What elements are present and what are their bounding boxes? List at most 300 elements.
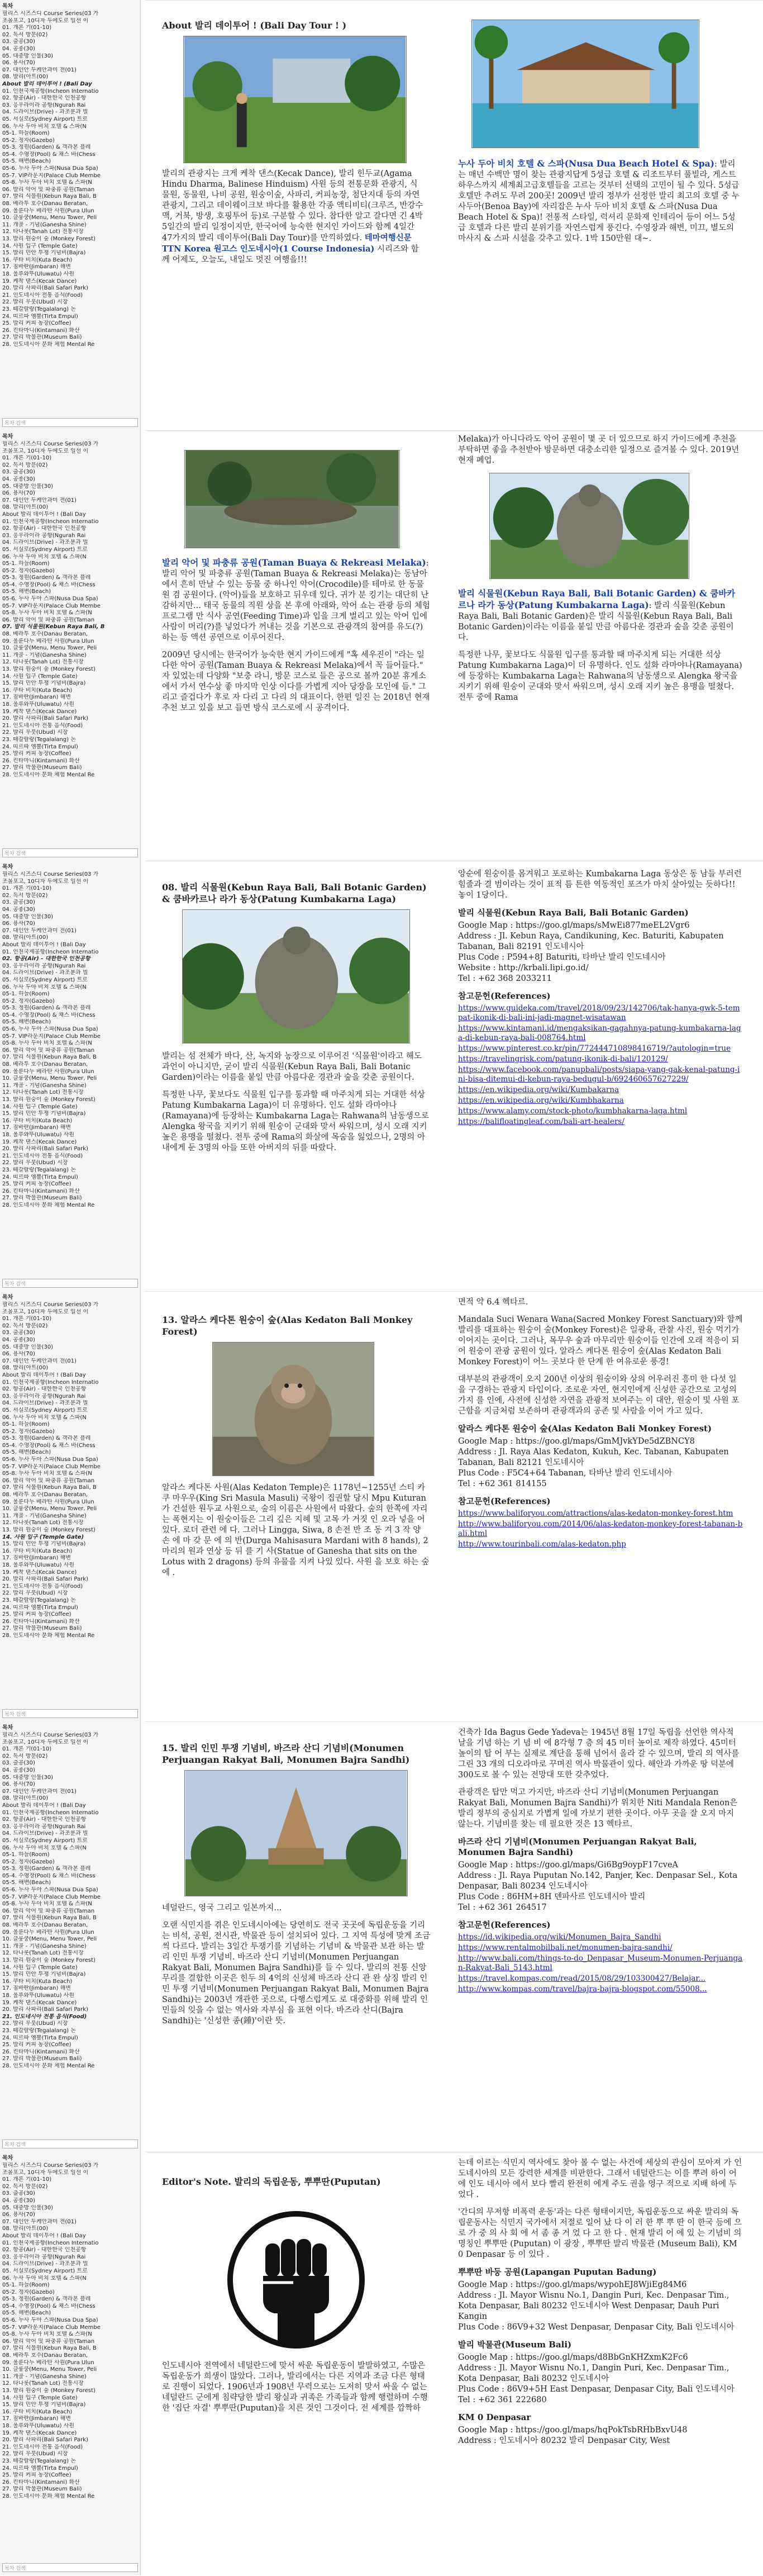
sidebar-toc-item[interactable]: 05-1. 하늘(Room) [2,561,50,567]
sidebar-toc-item[interactable]: 07. 발리 식물원(Kebun Raya Bali, B [2,2345,97,2352]
sidebar-toc-item[interactable]: 24. 띠르따 엠뿔(Tirta Empul) [2,313,78,320]
sidebar-toc-item[interactable]: 08. 발리(아트(00) [2,74,49,80]
sidebar-toc-item[interactable]: 조몰포고, 10디자 두에도로 일선 이 [2,2169,89,2176]
sidebar-toc-item[interactable]: 05-8. 누사 두아 비치 호텔 & 스파(N [2,179,92,186]
sidebar-toc-item[interactable]: 03. 출공(30) [2,1330,35,1336]
sidebar-toc-item[interactable]: 05-4. 수영장(Pool) & 채스 바(Chess [2,2303,96,2309]
sidebar-toc-item[interactable]: 05-7. VIP라운지(Palace Club Membe [2,603,101,609]
sidebar-toc-item[interactable]: 05. 서실로(Sydney Airport) 트로 [2,1407,88,1413]
sidebar-search-input[interactable]: 목차 검색 [2,848,138,857]
sidebar-toc-item[interactable]: 필리스 시즈스디 Course Series(03 가 [2,11,99,17]
sidebar-toc-item[interactable]: 14. 사원 입구 (Temple Gate) [2,243,78,249]
sidebar-toc-item[interactable]: 08. 베라투 호수(Danau Beratan, [2,2352,88,2359]
sidebar-toc-item[interactable]: 03. 응우라이라 공항(Ngurah Rai [2,1823,86,1830]
sidebar-toc-item[interactable]: 15. 발리 민안 투쟁 기념비(Bajra) [2,1541,86,1548]
sidebar-toc-item[interactable]: 01. 인천국제공항(Incheon Internatio [2,948,99,955]
sidebar-toc-item[interactable]: 11. 개골 - 기념(Ganesha Shine) [2,221,87,228]
sidebar-toc-item[interactable]: 05-3. 정원(Garden) & 객라본 플레 [2,1005,91,1012]
sidebar-toc-item[interactable]: 04. 드라이브(Drive) - 과조분과 빌 [2,109,88,116]
sidebar-toc-item[interactable]: 25. 발리 커피 농장(Coffee) [2,751,71,757]
sidebar-toc-item[interactable]: 05. 서실로(Sydney Airport) 트로 [2,546,88,553]
sidebar-toc-item[interactable]: 11. 개골 - 기념(Ganesha Shine) [2,1512,87,1519]
sidebar-toc-item[interactable]: 05. 서실로(Sydney Airport) 트로 [2,116,88,122]
sidebar-toc-item[interactable]: 13. 발리 원숭이 숲 (Monkey Forest) [2,1957,96,1963]
sidebar-toc-item[interactable]: 13. 발리 원숭이 숲 (Monkey Forest) [2,1097,96,1103]
reference-link[interactable]: https://www.guideka.com/travel/2018/09/23/142706/tak-hanya-gwk-5-tempat-ikonik-di-bali-ini-jadi-magnet-wisatawan [458,1004,740,1022]
sidebar-toc-item[interactable]: 22. 발리 우붓(Ubud) 시장 [2,2020,68,2027]
sidebar-toc-item[interactable]: 24. 띠르따 엠뿔(Tirta Empul) [2,2034,78,2041]
sidebar-toc-item[interactable]: 22. 발리 우붓(Ubud) 시장 [2,2451,68,2458]
sidebar-toc-item[interactable]: 06. 발리 악어 및 파충류 공원(Taman [2,2338,95,2345]
sidebar-toc-item[interactable]: 05-8. 누사 두아 비치 호텔 & 스파(N [2,2331,92,2338]
sidebar-toc-item[interactable]: 05-5. 해변(Beach) [2,1880,51,1886]
sidebar-toc-item[interactable]: 05. 대중방 인물(30) [2,1344,54,1350]
sidebar-toc-item[interactable]: 17. 짐바란(Jimbaran) 해변 [2,1985,71,1992]
sidebar-toc-item[interactable]: 19. 케착 댄스(Kecak Dance) [2,708,77,715]
sidebar-toc-item[interactable]: 16. 쿠타 비치(Kuta Beach) [2,687,73,694]
sidebar-toc-item[interactable]: 05-4. 수영장(Pool) & 채스 바(Chess [2,1442,96,1449]
sidebar-toc-item[interactable]: 19. 케착 댄스(Kecak Dance) [2,1569,77,1576]
sidebar-toc-item[interactable]: 01. 인천국제공항(Incheon Internatio [2,88,99,94]
sidebar-toc-item[interactable]: 22. 발리 우붓(Ubud) 시장 [2,1160,68,1166]
sidebar-toc-item[interactable]: 04. 공종(30) [2,45,35,52]
sidebar-toc-item[interactable]: 07. 대인안 두케안과미 전(01) [2,497,77,504]
sidebar-toc-item[interactable]: 24. 띠르따 엠뿔(Tirta Empul) [2,1604,78,1611]
sidebar-toc-item[interactable]: 16. 쿠타 비치(Kuta Beach) [2,2408,73,2415]
sidebar-toc-item[interactable]: 11. 개골 - 기념(Ganesha Shine) [2,652,87,658]
sidebar-toc-item[interactable]: 27. 발리 박물관(Museum Bali) [2,334,82,341]
sidebar-toc-item[interactable]: 04. 드라이브(Drive) - 과조분과 빌 [2,539,88,546]
sidebar-toc-item[interactable]: 06. 발리 악어 및 파충류 공원(Taman [2,1477,95,1484]
sidebar-toc-item[interactable]: 05-3. 정원(Garden) & 객라본 플레 [2,2296,91,2303]
reference-link[interactable]: https://www.facebook.com/panupbali/posts/siapa-yang-gak-kenal-patung-ini-bisa-ditemui-di-kebun-raya-bedugul-b/692460657627229/ [458,1065,740,1084]
sidebar-toc-item[interactable]: 05. 대중방 인물(30) [2,53,54,59]
sidebar-toc-item[interactable]: 15. 발리 민안 투쟁 기념비(Bajra) [2,2402,86,2408]
sidebar-toc-item[interactable]: 04. 드라이브(Drive) - 과조분과 빌 [2,2261,88,2267]
sidebar-toc-item[interactable]: 05-1. 하늘(Room) [2,2282,50,2289]
sidebar-toc-item[interactable]: 24. 띠르따 엠뿔(Tirta Empul) [2,2465,78,2471]
sidebar-toc-item[interactable]: 04. 공종(30) [2,476,35,482]
sidebar-toc-item[interactable]: 05-1. 하늘(Room) [2,130,50,137]
sidebar-toc-item[interactable]: 25. 발리 커피 농장(Coffee) [2,1181,71,1188]
sidebar-toc-item[interactable]: 12. 타나롯(Tanah Lot) 전통시장 [2,2380,84,2387]
sidebar-toc-item[interactable]: 08. 발리(아트(00) [2,504,49,511]
sidebar-toc-item[interactable]: 01. 개론 기(01-10) [2,2176,52,2183]
reference-link[interactable]: http://www.tourinbali.com/alas-kedaton.php [458,1540,626,1549]
sidebar-toc-item[interactable]: 05-8. 누사 두아 비치 호텔 & 스파(N [2,1901,92,1908]
reference-link[interactable]: https://www.pinterest.co.kr/pin/772444710898416719/?autologin=true [458,1044,731,1053]
sidebar-toc-item[interactable]: 20. 발리 사파리(Bali Safari Park) [2,2006,88,2013]
sidebar-toc-item[interactable]: 04. 드라이브(Drive) - 과조분과 빌 [2,1400,88,1407]
sidebar-toc-item[interactable]: 06. 누사 두아 비치 호텔 & 스파(N [2,984,87,990]
sidebar-toc-item[interactable]: 05-7. VIP라운지(Palace Club Membe [2,172,101,179]
sidebar-toc-item[interactable]: 05. 대중방 인물(30) [2,1774,54,1781]
sidebar-toc-item[interactable]: 08. 베라투 호수(Danau Beratan, [2,1492,88,1498]
sidebar-search-input[interactable]: 목차 검색 [2,2563,138,2572]
sidebar-toc-item[interactable]: 28. 인도네시아 문화 체험 Mental Re [2,1632,95,1639]
sidebar-toc-item[interactable]: 16. 쿠타 비치(Kuta Beach) [2,1978,73,1985]
sidebar-toc-item[interactable]: 04. 공종(30) [2,906,35,913]
sidebar-toc-item[interactable]: 10. 클룽쿵(Menu, Menu Tower, Peli [2,1506,97,1512]
sidebar-toc-item[interactable]: 23. 떼갈랄랑(Tegalalang) 논 [2,2027,76,2034]
sidebar-toc-item[interactable]: 03. 응우라이라 공항(Ngurah Rai [2,102,86,108]
reference-link[interactable]: https://travel.kompas.com/read/2015/08/29/103300427/Belajar... [458,1974,706,1983]
sidebar-toc-item[interactable]: 08. 발리(아트(00) [2,1365,49,1372]
sidebar-toc-item[interactable]: 14. 사원 입구 (Temple Gate) [2,2394,78,2401]
sidebar-toc-item[interactable]: 14. 사원 입구 (Temple Gate) [2,1964,78,1971]
sidebar-toc-item[interactable]: 27. 발리 박물관(Museum Bali) [2,1195,82,1202]
sidebar-toc-item[interactable]: 02. 독서 방문(02) [2,31,48,38]
sidebar-toc-item[interactable]: 05-1. 하늘(Room) [2,1421,50,1428]
sidebar-toc-item[interactable]: 05-6. 누사 두아 스파(Nusa Dua Spa) [2,596,98,603]
sidebar-toc-item[interactable]: About 발리 데이투어 ! (Bali Day [2,941,86,948]
sidebar-toc-item[interactable]: 10. 클룽쿵(Menu, Menu Tower, Peli [2,2366,97,2373]
sidebar-toc-item[interactable]: 03. 응우라이라 공항(Ngurah Rai [2,2254,86,2260]
sidebar-toc-item[interactable]: About 발리 데이투어 ! (Bali Day [2,511,86,518]
sidebar-toc-item[interactable]: 05. 대중방 인물(30) [2,483,54,490]
sidebar-toc-item[interactable]: About 발리 데이투어 ! (Bali Day [2,80,92,87]
sidebar-toc-item[interactable]: 05-6. 누사 두아 스파(Nusa Dua Spa) [2,165,98,172]
sidebar-search-input[interactable]: 목차 검색 [2,1279,138,1288]
sidebar-toc-item[interactable]: 27. 발리 박물관(Museum Bali) [2,765,82,771]
sidebar-toc-item[interactable]: 24. 띠르따 엠뿔(Tirta Empul) [2,743,78,750]
sidebar-toc-item[interactable]: 26. 킨타마니(Kintamani) 화산 [2,757,80,764]
sidebar-toc-item[interactable]: 28. 인도네시아 문화 체험 Mental Re [2,2493,95,2499]
sidebar-toc-item[interactable]: 02. 독서 방문(02) [2,1322,48,1329]
sidebar-toc-item[interactable]: 05-3. 정원(Garden) & 객라본 플레 [2,1435,91,1442]
sidebar-toc-item[interactable]: 27. 발리 박물관(Museum Bali) [2,1625,82,1632]
sidebar-toc-item[interactable]: 05-4. 수영장(Pool) & 채스 바(Chess [2,151,96,158]
sidebar-toc-item[interactable]: 13. 발리 원숭이 숲 (Monkey Forest) [2,2388,96,2394]
reference-link[interactable]: https://id.wikipedia.org/wiki/Monumen_Bajra_Sandhi [458,1933,661,1942]
sidebar-toc-item[interactable]: 21. 인도네시아 전통 음식(Food) [2,722,83,729]
sidebar-toc-item[interactable]: 26. 킨타마니(Kintamani) 화산 [2,327,80,334]
reference-link[interactable]: https://travelingrisk.com/patung-ikonik-di-bali/120129/ [458,1055,668,1064]
sidebar-toc-item[interactable]: 06. 발리 악어 및 파충류 공원(Taman [2,186,95,193]
sidebar-toc-item[interactable]: 09. 울룬다누 베라탄 사원(Pura Ulun [2,1068,94,1075]
sidebar-toc-item[interactable]: 05-6. 누사 두아 스파(Nusa Dua Spa) [2,1026,98,1033]
sidebar-toc-item[interactable]: 16. 쿠타 비치(Kuta Beach) [2,1117,73,1124]
sidebar-toc-item[interactable]: 18. 울루와뚜(Uluwatu) 사원 [2,271,75,277]
sidebar-toc-item[interactable]: 14. 사원 입구 (Temple Gate) [2,1534,84,1540]
sidebar-toc-item[interactable]: 20. 발리 사파리(Bali Safari Park) [2,1146,88,1152]
reference-link[interactable]: https://en.wikipedia.org/wiki/Kumbakarna [458,1085,619,1094]
sidebar-toc-item[interactable]: 05-6. 누사 두아 스파(Nusa Dua Spa) [2,1887,98,1894]
sidebar-toc-item[interactable]: 20. 발리 사파리(Bali Safari Park) [2,285,88,292]
sidebar-toc-item[interactable]: 05-7. VIP라운지(Palace Club Membe [2,1894,101,1900]
sidebar-toc-item[interactable]: 02. 독서 방문(02) [2,1753,48,1759]
sidebar-toc-item[interactable]: 13. 발리 원숭이 숲 (Monkey Forest) [2,1527,96,1533]
sidebar-toc-item[interactable]: 23. 떼갈랄랑(Tegalalang) 논 [2,1597,76,1604]
sidebar-toc-item[interactable]: 28. 인도네시아 문화 체험 Mental Re [2,2062,95,2069]
reference-link[interactable]: https://www.baliforyou.com/attractions/alas-kedaton-monkey-forest.htm [458,1509,733,1518]
sidebar-toc-item[interactable]: 01. 개론 기(01-10) [2,25,52,31]
sidebar-toc-item[interactable]: 04. 드라이브(Drive) - 과조분과 빌 [2,970,88,976]
sidebar-toc-item[interactable]: 18. 울루와뚜(Uluwatu) 사원 [2,701,75,708]
sidebar-toc-item[interactable]: 02. 독서 방문(02) [2,462,48,468]
sidebar-toc-item[interactable]: 14. 사원 입구 (Temple Gate) [2,1103,78,1110]
sidebar-toc-item[interactable]: 08. 베라투 호수(Danau Beratan, [2,1061,88,1068]
sidebar-toc-item[interactable]: 23. 떼갈랄랑(Tegalalang) 논 [2,1166,76,1173]
sidebar-toc-item[interactable]: 05-3. 정원(Garden) & 객라본 플레 [2,144,91,151]
sidebar-toc-item[interactable]: 18. 울루와뚜(Uluwatu) 사원 [2,2422,75,2429]
sidebar-toc-item[interactable]: 02. 항공(Air) - 대한한국 인천공항 [2,956,90,962]
sidebar-toc-item[interactable]: 필리스 시즈스디 Course Series(03 가 [2,2162,99,2169]
sidebar-toc-item[interactable]: 02. 항공(Air) - 대한한국 인천공항 [2,525,87,532]
sidebar-toc-item[interactable]: 05-2. 정자(Gazebo) [2,137,55,144]
sidebar-toc-item[interactable]: 05. 서실로(Sydney Airport) 트로 [2,1837,88,1844]
sidebar-toc-item[interactable]: 05-4. 수영장(Pool) & 채스 바(Chess [2,1872,96,1879]
sidebar-toc-item[interactable]: 11. 개골 - 기념(Ganesha Shine) [2,1943,87,1949]
sidebar-toc-item[interactable]: 10. 클룽쿵(Menu, Menu Tower, Peli [2,1075,97,1082]
sidebar-toc-item[interactable]: 02. 항공(Air) - 대한한국 인천공항 [2,1386,87,1393]
sidebar-toc-item[interactable]: 23. 떼갈랄랑(Tegalalang) 논 [2,306,76,312]
sidebar-toc-item[interactable]: 05-7. VIP라운지(Palace Club Membe [2,2324,101,2331]
sidebar-toc-item[interactable]: 01. 개론 기(01-10) [2,885,52,892]
sidebar-toc-item[interactable]: 16. 쿠타 비치(Kuta Beach) [2,257,73,263]
reference-link[interactable]: https://balifloatingleaf.com/bali-art-healers/ [458,1117,624,1126]
sidebar-toc-item[interactable]: 03. 출공(30) [2,1760,35,1767]
sidebar-toc-item[interactable]: 07. 대인안 두케안과미 전(01) [2,67,77,73]
sidebar-search-input[interactable]: 목차 검색 [2,2139,138,2148]
sidebar-toc-item[interactable]: 03. 응우라이라 공항(Ngurah Rai [2,1393,86,1400]
sidebar-toc-item[interactable]: 21. 인도네시아 전통 음식(Food) [2,2444,83,2450]
sidebar-toc-item[interactable]: 05-8. 누사 두아 비치 호텔 & 스파(N [2,610,92,616]
sidebar-toc-item[interactable]: 27. 발리 박물관(Museum Bali) [2,2056,82,2062]
sidebar-toc-item[interactable]: 14. 사원 입구 (Temple Gate) [2,673,78,680]
sidebar-toc-item[interactable]: 07. 발리 식물원(Kebun Raya Bali, B [2,1054,97,1061]
sidebar-toc-item[interactable]: 06. 발리 악어 및 파충류 공원(Taman [2,616,95,623]
sidebar-toc-item[interactable]: 05-1. 하늘(Room) [2,1852,50,1858]
sidebar-toc-item[interactable]: 21. 인도네시아 전통 음식(Food) [2,292,83,298]
sidebar-toc-item[interactable]: 25. 발리 커피 농장(Coffee) [2,2042,71,2048]
sidebar-toc-item[interactable]: 05-5. 해변(Beach) [2,158,51,165]
sidebar-toc-item[interactable]: 01. 개론 기(01-10) [2,1316,52,1322]
sidebar-toc-item[interactable]: 15. 발리 민안 투쟁 기념비(Bajra) [2,1971,86,1978]
sidebar-toc-item[interactable]: About 발리 데이투어 ! (Bali Day [2,2232,86,2239]
sidebar-toc-item[interactable]: 26. 킨타마니(Kintamani) 화산 [2,1188,80,1194]
sidebar-toc-item[interactable]: 05-2. 정자(Gazebo) [2,567,55,574]
sidebar-toc-item[interactable]: 22. 발리 우붓(Ubud) 시장 [2,299,68,306]
sidebar-toc-item[interactable]: 26. 킨타마니(Kintamani) 화산 [2,2048,80,2055]
sidebar-toc-item[interactable]: 28. 인도네시아 문화 체험 Mental Re [2,341,95,348]
sidebar-toc-item[interactable]: 07. 발리 식물원(Kebun Raya Bali, B [2,193,97,200]
sidebar-toc-item[interactable]: 03. 응우라이라 공항(Ngurah Rai [2,962,86,969]
sidebar-toc-item[interactable]: 06. 용사(70) [2,490,35,497]
sidebar-toc-item[interactable]: 07. 대인안 두케안과미 전(01) [2,2218,77,2225]
sidebar-toc-item[interactable]: 05-5. 해변(Beach) [2,2310,51,2317]
sidebar-toc-item[interactable]: 06. 용사(70) [2,1781,35,1788]
sidebar-toc-item[interactable]: 19. 케착 댄스(Kecak Dance) [2,2430,77,2436]
reference-link[interactable]: http://www.bali.com/things-to-do_Denpasar_Museum-Monumen-Perjuangan-Rakyat-Bali_5143.html [458,1954,743,1972]
sidebar-toc-item[interactable]: 필리스 시즈스디 Course Series(03 가 [2,1302,99,1308]
sidebar-toc-item[interactable]: 05-7. VIP라운지(Palace Club Membe [2,1463,101,1470]
sidebar-toc-item[interactable]: 02. 항공(Air) - 대한한국 인천공항 [2,1816,87,1823]
sidebar-toc-item[interactable]: 05-2. 정자(Gazebo) [2,2289,55,2295]
sidebar-toc-item[interactable]: 05. 서실로(Sydney Airport) 트로 [2,2267,88,2274]
sidebar-toc-item[interactable]: 03. 응우라이라 공항(Ngurah Rai [2,532,86,539]
sidebar-toc-item[interactable]: 19. 케착 댄스(Kecak Dance) [2,1138,77,1145]
sidebar-toc-item[interactable]: 12. 타나롯(Tanah Lot) 전통시장 [2,1950,84,1957]
sidebar-toc-item[interactable]: 12. 타나롯(Tanah Lot) 전통시장 [2,1089,84,1096]
sidebar-toc-item[interactable]: 03. 출공(30) [2,39,35,45]
sidebar-toc-item[interactable]: 05-4. 수영장(Pool) & 채스 바(Chess [2,581,96,588]
sidebar-toc-item[interactable]: 11. 개골 - 기념(Ganesha Shine) [2,1082,87,1089]
sidebar-toc-item[interactable]: 08. 베라투 호수(Danau Beratan, [2,1922,88,1929]
sidebar-toc-item[interactable]: 23. 떼갈랄랑(Tegalalang) 논 [2,736,76,743]
sidebar-toc-item[interactable]: 05-6. 누사 두아 스파(Nusa Dua Spa) [2,2317,98,2324]
sidebar-toc-item[interactable]: About 발리 데이투어 ! (Bali Day [2,1372,86,1378]
sidebar-toc-item[interactable]: 07. 발리 식물원(Kebun Raya Bali, B [2,624,105,630]
sidebar-toc-item[interactable]: 01. 인천국제공항(Incheon Internatio [2,1809,99,1816]
sidebar-toc-item[interactable]: 21. 인도네시아 전통 음식(Food) [2,2013,87,2020]
sidebar-toc-item[interactable]: 09. 울룬다누 베라탄 사원(Pura Ulun [2,1498,94,1505]
sidebar-toc-item[interactable]: 22. 발리 우붓(Ubud) 시장 [2,729,68,736]
sidebar-toc-item[interactable]: 08. 베라투 호수(Danau Beratan, [2,201,88,207]
sidebar-toc-item[interactable]: 05-2. 정자(Gazebo) [2,1428,55,1435]
sidebar-toc-item[interactable]: 06. 용사(70) [2,60,35,67]
reference-link[interactable]: https://www.kintamani.id/mengaksikan-gagahnya-patung-kumbakarna-laga-di-kebun-raya-bali-008764.html [458,1024,741,1042]
sidebar-toc-item[interactable]: About 발리 데이투어 ! (Bali Day [2,1802,86,1809]
sidebar-toc-item[interactable]: 20. 발리 사파리(Bali Safari Park) [2,1576,88,1583]
sidebar-toc-item[interactable]: 02. 항공(Air) - 대한한국 인천공항 [2,95,87,102]
sidebar-toc-item[interactable]: 26. 킨타마니(Kintamani) 화산 [2,1618,80,1625]
sidebar-toc-item[interactable]: 25. 발리 커피 농장(Coffee) [2,320,71,327]
sidebar-search-input[interactable]: 목차 검색 [2,1709,138,1718]
sidebar-toc-item[interactable]: 10. 클룽쿵(Menu, Menu Tower, Peli [2,1936,97,1943]
sidebar-toc-item[interactable]: 01. 인천국제공항(Incheon Internatio [2,518,99,525]
sidebar-toc-item[interactable]: 06. 누사 두아 비치 호텔 & 스파(N [2,2275,87,2281]
sidebar-toc-item[interactable]: 21. 인도네시아 전통 음식(Food) [2,1583,83,1590]
sidebar-toc-item[interactable]: 05-3. 정원(Garden) & 객라본 플레 [2,575,91,581]
reference-link[interactable]: http://www.kompas.com/travel/bajra-bajra-blogspot.com/55008... [458,1985,707,1994]
sidebar-toc-item[interactable]: 06. 발리 악어 및 파충류 공원(Taman [2,1047,95,1054]
sidebar-toc-item[interactable]: 18. 울루와뚜(Uluwatu) 사원 [2,1131,75,1138]
sidebar-toc-item[interactable]: 05. 서실로(Sydney Airport) 트로 [2,976,88,983]
sidebar-toc-item[interactable]: 13. 발리 원숭이 숲 (Monkey Forest) [2,666,96,672]
sidebar-toc-item[interactable]: 19. 케착 댄스(Kecak Dance) [2,1999,77,2006]
sidebar-toc-item[interactable]: 13. 발리 원숭이 숲 (Monkey Forest) [2,236,96,242]
sidebar-toc-item[interactable]: 28. 인도네시아 문화 체험 Mental Re [2,1202,95,1208]
sidebar-toc-item[interactable]: 04. 공종(30) [2,2197,35,2204]
sidebar-toc-item[interactable]: 15. 발리 민안 투쟁 기념비(Bajra) [2,1111,86,1117]
sidebar-toc-item[interactable]: 05-8. 누사 두아 비치 호텔 & 스파(N [2,1470,92,1477]
sidebar-toc-item[interactable]: 25. 발리 커피 농장(Coffee) [2,1611,71,1618]
sidebar-toc-item[interactable]: 26. 킨타마니(Kintamani) 화산 [2,2479,80,2485]
sidebar-toc-item[interactable]: 17. 짐바란(Jimbaran) 해변 [2,264,71,271]
sidebar-toc-item[interactable]: 05-1. 하늘(Room) [2,991,50,998]
reference-link[interactable]: http://www.baliforyou.com/2014/06/alas-kedaton-monkey-forest-tabanan-bali.html [458,1520,743,1538]
sidebar-toc-item[interactable]: 09. 울룬다누 베라탄 사원(Pura Ulun [2,2359,94,2366]
sidebar-toc-item[interactable]: 07. 대인안 두케안과미 전(01) [2,1788,77,1795]
sidebar-toc-item[interactable]: 24. 띠르따 엠뿔(Tirta Empul) [2,1174,78,1180]
sidebar-toc-item[interactable]: 05-2. 정자(Gazebo) [2,998,55,1004]
sidebar-toc-item[interactable]: 06. 용사(70) [2,921,35,927]
sidebar-toc-item[interactable]: 조몰포고, 10디자 두에도로 일선 이 [2,1308,89,1315]
sidebar-toc-item[interactable]: 필리스 시즈스디 Course Series(03 가 [2,441,99,447]
sidebar-toc-item[interactable]: 03. 출공(30) [2,2190,35,2197]
sidebar-toc-item[interactable]: 05-4. 수영장(Pool) & 채스 바(Chess [2,1012,96,1018]
sidebar-toc-item[interactable]: 17. 짐바란(Jimbaran) 해변 [2,1555,71,1562]
sidebar-toc-item[interactable]: 15. 발리 민안 투쟁 기념비(Bajra) [2,250,86,257]
sidebar-toc-item[interactable]: 05-5. 해변(Beach) [2,1019,51,1026]
sidebar-toc-item[interactable]: 03. 출공(30) [2,899,35,906]
sidebar-toc-item[interactable]: 05-2. 정자(Gazebo) [2,1858,55,1865]
sidebar-toc-item[interactable]: 04. 드라이브(Drive) - 과조분과 빌 [2,1830,88,1837]
sidebar-toc-item[interactable]: 16. 쿠타 비치(Kuta Beach) [2,1548,73,1554]
sidebar-toc-item[interactable]: 08. 발리(아트(00) [2,2226,49,2232]
sidebar-toc-item[interactable]: 02. 항공(Air) - 대한한국 인천공항 [2,2247,87,2254]
reference-link[interactable]: https://en.wikipedia.org/wiki/Kumbhakarna [458,1096,624,1105]
sidebar-toc-item[interactable]: 27. 발리 박물관(Museum Bali) [2,2486,82,2493]
sidebar-toc-item[interactable]: 05-8. 누사 두아 비치 호텔 & 스파(N [2,1040,92,1047]
sidebar-toc-item[interactable]: 08. 베라투 호수(Danau Beratan, [2,631,88,638]
sidebar-toc-item[interactable]: 10. 클룽쿵(Menu, Menu Tower, Peli [2,215,97,221]
sidebar-toc-item[interactable]: 08. 발리(아트(00) [2,1795,49,1802]
sidebar-toc-item[interactable]: 조몰포고, 10디자 두에도로 일선 이 [2,448,89,454]
sidebar-toc-item[interactable]: 07. 대인안 두케안과미 전(01) [2,927,77,934]
sidebar-toc-item[interactable]: 01. 개론 기(01-10) [2,455,52,462]
sidebar-toc-item[interactable]: 09. 울룬다누 베라탄 사원(Pura Ulun [2,207,94,214]
sidebar-toc-item[interactable]: 12. 타나롯(Tanah Lot) 전통시장 [2,1520,84,1526]
sidebar-toc-item[interactable]: 09. 울룬다누 베라탄 사원(Pura Ulun [2,1929,94,1935]
sidebar-toc-item[interactable]: 19. 케착 댄스(Kecak Dance) [2,278,77,284]
sidebar-toc-item[interactable]: 15. 발리 민안 투쟁 기념비(Bajra) [2,680,86,687]
sidebar-toc-item[interactable]: 필리스 시즈스디 Course Series(03 가 [2,871,99,877]
sidebar-toc-item[interactable]: 23. 떼갈랄랑(Tegalalang) 논 [2,2458,76,2464]
sidebar-toc-item[interactable]: 07. 발리 식물원(Kebun Raya Bali, B [2,1484,97,1491]
sidebar-toc-item[interactable]: 20. 발리 사파리(Bali Safari Park) [2,2437,88,2444]
sidebar-toc-item[interactable]: 01. 인천국제공항(Incheon Internatio [2,1379,99,1386]
sidebar-toc-item[interactable]: 05-6. 누사 두아 스파(Nusa Dua Spa) [2,1457,98,1463]
sidebar-toc-item[interactable]: 01. 개론 기(01-10) [2,1746,52,1753]
sidebar-toc-item[interactable]: 05-5. 해변(Beach) [2,1449,51,1456]
sidebar-toc-item[interactable]: 01. 인천국제공항(Incheon Internatio [2,2240,99,2246]
reference-link[interactable]: https://www.alamy.com/stock-photo/kumbhakarna-laga.html [458,1107,688,1116]
sidebar-toc-item[interactable]: 20. 발리 사파리(Bali Safari Park) [2,715,88,722]
sidebar-toc-item[interactable]: 11. 개골 - 기념(Ganesha Shine) [2,2373,87,2380]
sidebar-toc-item[interactable]: 17. 짐바란(Jimbaran) 해변 [2,2416,71,2422]
sidebar-toc-item[interactable]: 05. 대중방 인물(30) [2,913,54,920]
sidebar-toc-item[interactable]: 28. 인도네시아 문화 체험 Mental Re [2,771,95,778]
sidebar-toc-item[interactable]: 07. 대인안 두케안과미 전(01) [2,1358,77,1364]
sidebar-toc-item[interactable]: 필리스 시즈스디 Course Series(03 가 [2,1732,99,1738]
sidebar-toc-item[interactable]: 06. 누사 두아 비치 호텔 & 스파(N [2,553,87,560]
sidebar-toc-item[interactable]: 02. 독서 방문(02) [2,892,48,899]
sidebar-toc-item[interactable]: 03. 출공(30) [2,469,35,476]
reference-link[interactable]: https://www.rentalmobilbali.net/monumen-bajra-sandhi/ [458,1943,673,1952]
sidebar-toc-item[interactable]: 09. 울룬다누 베라탄 사원(Pura Ulun [2,638,94,644]
sidebar-toc-item[interactable]: 21. 인도네시아 전통 음식(Food) [2,1152,83,1159]
sidebar-toc-item[interactable]: 06. 누사 두아 비치 호텔 & 스파(N [2,1414,87,1421]
sidebar-toc-item[interactable]: 02. 독서 방문(02) [2,2183,48,2190]
sidebar-toc-item[interactable]: 18. 울루와뚜(Uluwatu) 사원 [2,1992,75,1999]
sidebar-toc-item[interactable]: 06. 누사 두아 비치 호텔 & 스파(N [2,123,87,130]
sidebar-toc-item[interactable]: 22. 발리 우붓(Ubud) 시장 [2,1590,68,1597]
sidebar-toc-item[interactable]: 05. 대중방 인물(30) [2,2204,54,2211]
sidebar-toc-item[interactable]: 05-3. 정원(Garden) & 객라본 플레 [2,1866,91,1872]
sidebar-toc-item[interactable]: 04. 공종(30) [2,1767,35,1773]
sidebar-toc-item[interactable]: 조몰포고, 10디자 두에도로 일선 이 [2,1739,89,1745]
sidebar-toc-item[interactable]: 25. 발리 커피 농장(Coffee) [2,2472,71,2479]
sidebar-toc-item[interactable]: 06. 용사(70) [2,1351,35,1358]
sidebar-search-input[interactable]: 목차 검색 [2,418,138,427]
sidebar-toc-item[interactable]: 12. 타나롯(Tanah Lot) 전통시장 [2,659,84,666]
sidebar-toc-item[interactable]: 08. 발리(아트(00) [2,934,49,941]
sidebar-toc-item[interactable]: 05-5. 해변(Beach) [2,589,51,595]
sidebar-toc-item[interactable]: 17. 짐바란(Jimbaran) 해변 [2,694,71,701]
sidebar-toc-item[interactable]: 04. 공종(30) [2,1336,35,1343]
